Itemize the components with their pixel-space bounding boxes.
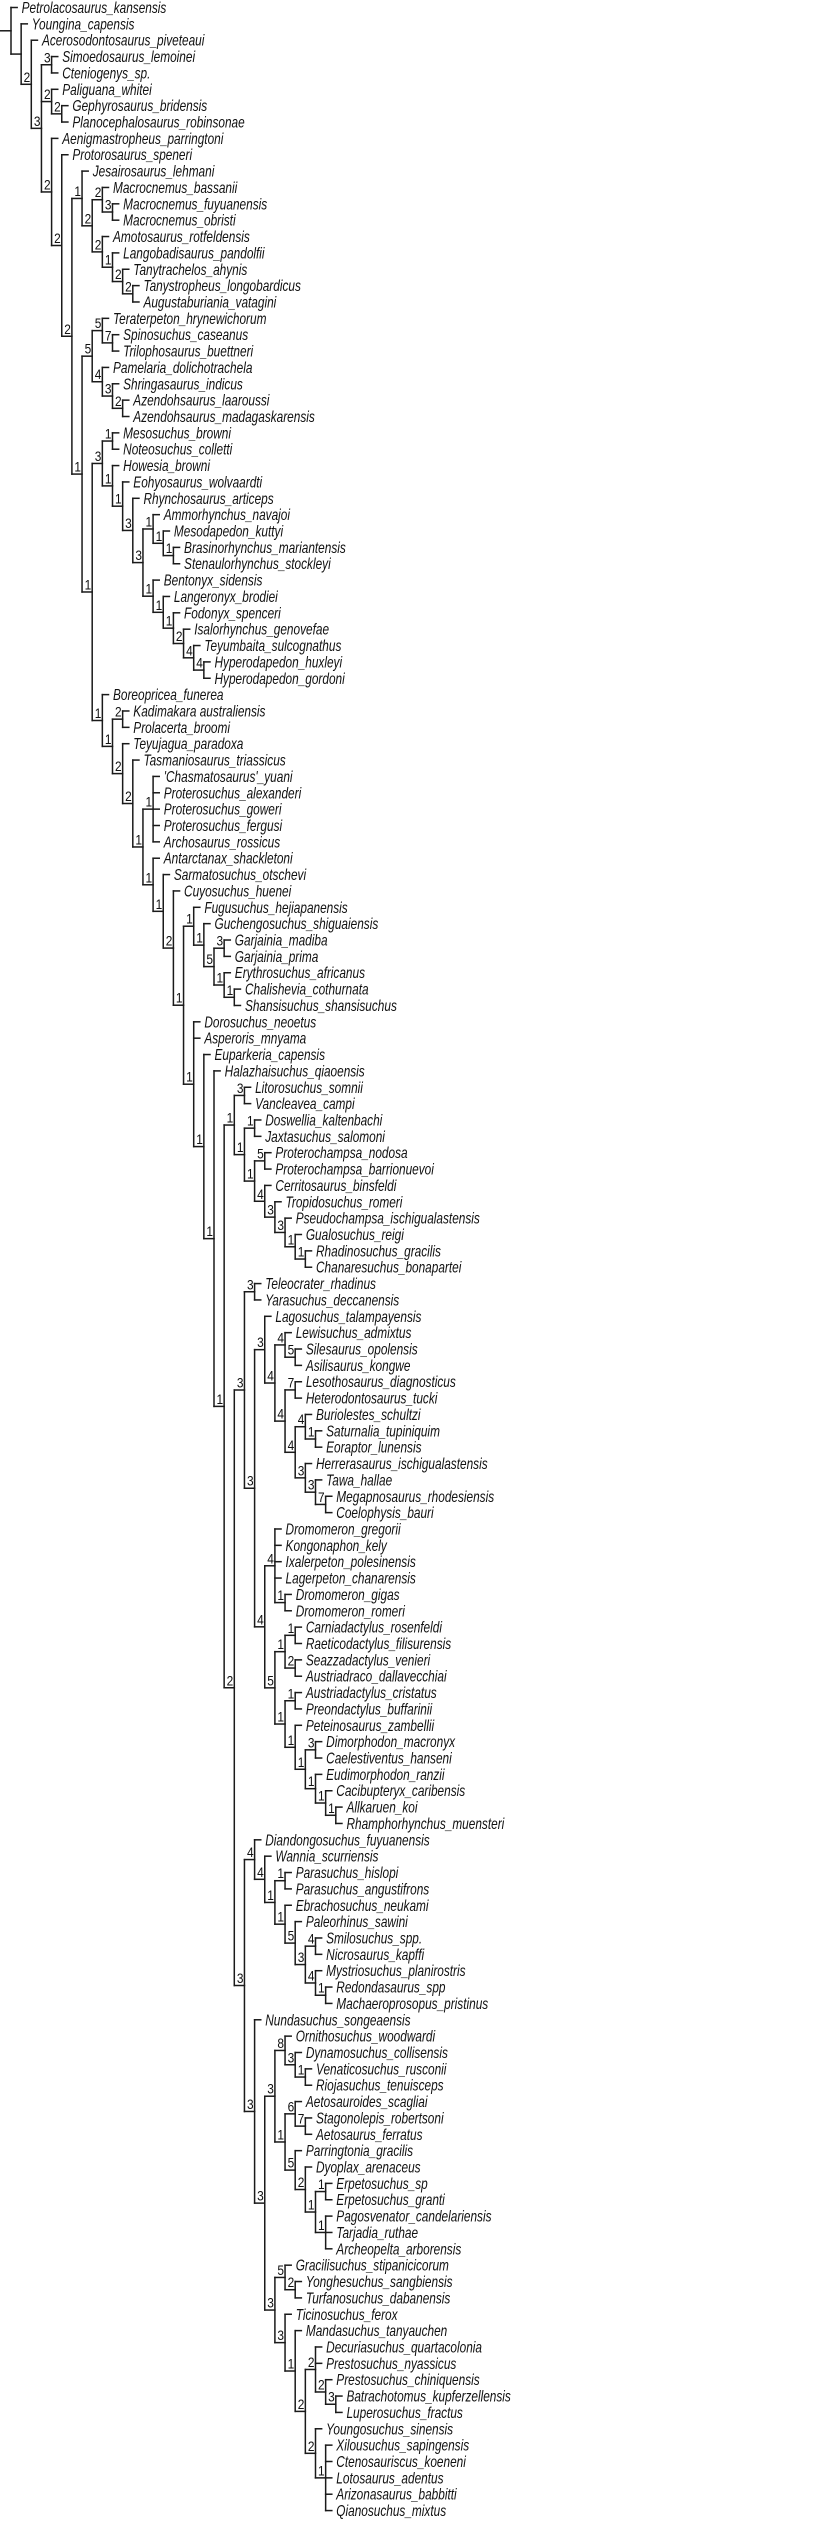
taxon-label: Coelophysis_bauri — [336, 1503, 434, 1522]
taxon-label: Fugusuchus_hejiapanensis — [204, 898, 348, 917]
support-value: 3 — [267, 1201, 274, 1218]
support-value: 1 — [155, 527, 163, 545]
support-value: 1 — [277, 1865, 285, 1882]
taxon-label: Cerritosaurus_binsfeldi — [275, 1176, 397, 1195]
support-value: 2 — [287, 2274, 295, 2291]
support-value: 4 — [196, 654, 203, 671]
taxon-label: Boreopricea_funerea — [113, 685, 224, 704]
support-value: 4 — [267, 1550, 274, 1567]
support-value: 1 — [307, 1773, 315, 1790]
taxon-label: Asilisaurus_kongwe — [305, 1356, 411, 1375]
support-value: 1 — [104, 470, 112, 487]
taxon-label: Redondasaurus_spp — [336, 1977, 446, 1996]
taxon-label: Ticinosuchus_ferox — [295, 2304, 398, 2324]
taxon-label: Cteniogenys_sp. — [62, 63, 151, 82]
support-value: 3 — [125, 515, 132, 532]
taxon-label: Asperoris_mnyama — [204, 1028, 307, 1048]
taxon-label: Macrocnemus_obristi — [123, 210, 236, 230]
taxon-label: Arizonasaurus_babbitti — [336, 2484, 457, 2504]
support-value: 3 — [94, 448, 102, 465]
support-value: 3 — [236, 1080, 244, 1097]
taxon-label: Erythrosuchus_africanus — [234, 963, 365, 982]
taxon-label: Lotosaurus_adentus — [336, 2468, 444, 2487]
support-value: 3 — [236, 1970, 244, 1987]
taxon-label: Chanaresuchus_bonapartei — [316, 1257, 462, 1277]
taxon-label: Tanystropheus_longobardicus — [143, 276, 301, 295]
support-value: 1 — [145, 869, 153, 886]
support-value: 5 — [206, 951, 213, 968]
taxon-label: Augustaburiania_vatagini — [143, 292, 277, 311]
support-value: 2 — [54, 98, 61, 115]
support-value: 1 — [226, 1109, 234, 1126]
taxon-label: Ixalerpeton_polesinensis — [285, 1552, 416, 1571]
support-value: 4 — [186, 642, 193, 659]
taxon-label: Paleorhinus_sawini — [305, 1912, 408, 1931]
taxon-label: Pseudochampsa_ischigualastensis — [295, 1208, 480, 1228]
support-value: 1 — [277, 1587, 285, 1604]
taxon-label: Luperosuchus_fractus — [346, 2403, 463, 2422]
taxon-label: Gephyrosaurus_bridensis — [72, 96, 208, 115]
taxon-label: Mesodapedon_kuttyi — [173, 521, 284, 540]
support-value: 2 — [43, 176, 51, 193]
support-value: 3 — [135, 547, 142, 564]
taxon-label: Raeticodactylus_filisurensis — [305, 1634, 452, 1653]
taxon-label: Herrerasaurus_ischigualastensis — [316, 1454, 488, 1473]
support-value: 3 — [104, 380, 112, 397]
support-value: 3 — [246, 1472, 254, 1489]
support-value: 1 — [287, 1619, 295, 1637]
support-value: 2 — [307, 2437, 315, 2455]
support-value: 1 — [277, 1908, 285, 1925]
taxon-label: Tawa_hallae — [326, 1470, 393, 1489]
taxon-label: Diandongosuchus_fuyuanensis — [265, 1830, 430, 1849]
taxon-label: Pamelaria_dolichotrachela — [113, 358, 253, 377]
taxon-label: Batrachotomus_kupferzellensis — [346, 2386, 511, 2405]
taxon-label: Wannia_scurriensis — [275, 1846, 379, 1866]
taxon-label: Lagerpeton_chanarensis — [285, 1568, 416, 1587]
support-value: 2 — [175, 628, 183, 645]
support-value: 8 — [277, 2035, 285, 2052]
support-value: 1 — [216, 969, 224, 986]
support-value: 1 — [186, 910, 193, 927]
taxon-label: Jesairosaurus_lehmani — [92, 161, 215, 181]
taxon-label: Parasuchus_angustifrons — [295, 1879, 430, 1898]
support-value: 5 — [287, 1927, 295, 1944]
support-value: 4 — [257, 1185, 264, 1203]
taxon-label: Seazzadactylus_venieri — [305, 1650, 431, 1669]
support-value: 2 — [165, 932, 173, 949]
support-value: 3 — [307, 1476, 315, 1493]
taxon-label: Brasinorhynchus_mariantensis — [184, 538, 346, 557]
taxon-label: Lagosuchus_talampayensis — [275, 1307, 422, 1326]
taxon-label: Langobadisaurus_pandolfii — [123, 243, 265, 262]
support-value: 2 — [115, 758, 122, 775]
taxon-label: Antarctanax_shackletoni — [163, 848, 293, 868]
support-value: 1 — [246, 1112, 254, 1129]
taxon-label: Garjainia_madiba — [234, 930, 328, 949]
support-value: 7 — [318, 1489, 325, 1506]
taxon-label: Tarjadia_ruthae — [336, 2223, 419, 2242]
support-value: 2 — [115, 392, 122, 410]
taxon-label: Teyujagua_paradoxa — [133, 734, 244, 753]
support-value: 2 — [297, 2174, 305, 2191]
support-value: 3 — [216, 932, 224, 949]
support-value: 4 — [94, 366, 102, 383]
taxon-label: Erpetosuchus_sp — [336, 2174, 428, 2193]
support-value: 3 — [328, 2388, 335, 2405]
taxon-label: Halazhaisuchus_qiaoensis — [224, 1061, 365, 1080]
support-value: 4 — [307, 1967, 315, 1984]
support-value: 7 — [287, 1374, 295, 1391]
support-value: 1 — [297, 2061, 305, 2078]
support-value: 2 — [125, 278, 132, 295]
support-value: 5 — [84, 340, 92, 357]
support-value: 3 — [257, 1334, 264, 1351]
support-value: 4 — [277, 1329, 285, 1346]
taxon-label: Macrocnemus_fuyuanensis — [123, 194, 268, 213]
taxon-label: Kongonaphon_kely — [285, 1536, 387, 1555]
support-value: 1 — [246, 1165, 254, 1182]
taxon-label: Paliguana_whitei — [62, 80, 152, 99]
support-value: 1 — [74, 183, 82, 200]
taxon-label: Nundasuchus_songeaensis — [265, 2010, 411, 2029]
support-value: 1 — [135, 831, 142, 848]
taxon-label: Venaticosuchus_rusconii — [316, 2059, 447, 2078]
taxon-label: Teraterpeton_hrynewichorum — [113, 309, 267, 328]
taxon-label: Hyperodapedon_gordoni — [214, 668, 345, 688]
taxon-label: Yonghesuchus_sangbiensis — [305, 2272, 453, 2291]
taxon-label: Howesia_browni — [123, 456, 210, 475]
support-value: 1 — [155, 596, 163, 614]
support-value: 4 — [257, 1611, 264, 1628]
taxon-label: Gualosuchus_reigi — [305, 1225, 404, 1244]
taxon-label: Guchengosuchus_shiguaiensis — [214, 914, 379, 933]
taxon-label: Buriolestes_schultzi — [316, 1405, 421, 1424]
taxon-label: Azendohsaurus_madagaskarensis — [133, 407, 315, 426]
taxon-label: Proterochampsa_barrionuevoi — [275, 1159, 434, 1178]
taxon-label: Stenaulorhynchus_stockleyi — [184, 554, 331, 573]
taxon-label: Dromomeron_gigas — [295, 1585, 400, 1604]
support-value: 3 — [33, 112, 41, 130]
support-value: 2 — [318, 2376, 325, 2393]
support-value: 1 — [155, 895, 163, 913]
taxon-label: Decuriasuchus_quartacolonia — [326, 2337, 483, 2356]
taxon-label: Nicrosaurus_kapffi — [326, 1945, 425, 1964]
support-value: 1 — [297, 1243, 305, 1260]
taxon-label: Dyoplax_arenaceus — [316, 2157, 421, 2176]
support-value: 2 — [54, 230, 61, 247]
taxon-label: Proterosuchus_fergusi — [163, 816, 283, 835]
taxon-label: Machaeroprosopus_pristinus — [336, 1994, 489, 2013]
taxon-label: Austriadraco_dallavecchiai — [305, 1666, 447, 1686]
taxon-label: Aetosauroides_scagliai — [305, 2092, 428, 2111]
taxon-label: Cacibupteryx_caribensis — [336, 1781, 466, 1800]
taxon-label: Dynamosuchus_collisensis — [305, 2043, 448, 2062]
support-value: 4 — [297, 1411, 305, 1428]
taxon-label: Carniadactylus_rosenfeldi — [305, 1617, 442, 1637]
taxon-label: Vancleavea_campi — [255, 1094, 355, 1113]
taxon-label: Hyperodapedon_huxleyi — [214, 652, 343, 671]
support-value: 1 — [145, 580, 153, 597]
support-value: 3 — [236, 1374, 244, 1391]
support-value: 1 — [287, 2355, 295, 2372]
taxon-label: Austriadactylus_cristatus — [305, 1683, 437, 1702]
taxon-label: Prestosuchus_chiniquensis — [336, 2370, 480, 2389]
taxon-label: Proterochampsa_nodosa — [275, 1143, 408, 1162]
support-value: 3 — [307, 1734, 315, 1751]
support-value: 4 — [267, 1367, 274, 1384]
taxon-label: Ammorhynchus_navajoi — [163, 505, 291, 524]
support-value: 7 — [297, 2110, 305, 2127]
taxon-label: Shansisuchus_shansisuchus — [244, 996, 397, 1015]
support-value: 2 — [125, 788, 132, 805]
support-value: 1 — [104, 425, 112, 442]
taxon-label: Gracilisuchus_stipanicicorum — [295, 2255, 449, 2275]
taxon-label: Amotosaurus_rotfeldensis — [113, 227, 250, 246]
support-value: 4 — [257, 1863, 264, 1881]
support-value: 1 — [115, 490, 122, 507]
taxon-label: Lewisuchus_admixtus — [295, 1323, 412, 1342]
support-value: 2 — [84, 210, 92, 227]
support-value: 3 — [267, 2294, 274, 2311]
support-value: 4 — [287, 1436, 295, 1454]
taxon-label: Youngina_capensis — [31, 14, 135, 33]
taxon-label: Trilophosaurus_buettneri — [123, 341, 254, 360]
taxon-label: Smilosuchus_spp. — [326, 1928, 423, 1947]
support-value: 2 — [226, 1672, 234, 1689]
taxon-label: Lesothosaurus_diagnosticus — [305, 1372, 456, 1391]
taxon-label: Saturnalia_tupiniquim — [326, 1421, 440, 1440]
support-value: 2 — [43, 86, 51, 103]
support-value: 1 — [145, 793, 153, 810]
taxon-label: Tropidosuchus_romeri — [285, 1192, 403, 1211]
taxon-label: Simoedosaurus_lemoinei — [62, 47, 196, 66]
taxon-label: Mesosuchus_browni — [123, 423, 231, 442]
support-value: 1 — [206, 1223, 213, 1240]
taxon-label: Sarmatosuchus_otschevi — [173, 865, 307, 884]
support-value: 5 — [267, 1672, 274, 1689]
support-value: 4 — [277, 1405, 285, 1422]
support-value: 1 — [165, 540, 173, 557]
support-value: 7 — [104, 327, 112, 344]
support-value: 4 — [246, 1844, 254, 1861]
support-value: 4 — [307, 1930, 315, 1947]
taxon-label: Proterosuchus_alexanderi — [163, 783, 302, 802]
support-value: 1 — [236, 1139, 244, 1156]
taxon-label: Planocephalosaurus_robinsonae — [72, 112, 245, 131]
support-value: 3 — [277, 1217, 285, 1234]
taxon-label: Azendohsaurus_laaroussi — [133, 390, 270, 410]
support-value: 2 — [64, 320, 71, 337]
taxon-label: Parasuchus_hislopi — [295, 1863, 399, 1882]
taxon-label: Dorosuchus_neoetus — [204, 1012, 317, 1031]
taxon-label: Mystriosuchus_planirostris — [326, 1961, 466, 1980]
taxon-label: Isalorhynchus_genovefae — [194, 619, 330, 639]
taxon-label: Noteosuchus_colletti — [123, 439, 233, 459]
taxon-label: Dromomeron_gregorii — [285, 1519, 401, 1538]
support-value: 1 — [287, 1231, 295, 1248]
taxon-label: Tasmaniosaurus_triassicus — [143, 750, 286, 769]
support-value: 1 — [297, 1753, 305, 1771]
support-value: 6 — [287, 2098, 295, 2115]
taxon-label: Doswellia_kaltenbachi — [265, 1110, 383, 1129]
taxon-label: Eudimorphodon_ranzii — [326, 1765, 445, 1784]
support-value: 1 — [145, 513, 153, 530]
support-value: 5 — [94, 315, 102, 332]
support-value: 2 — [297, 2395, 305, 2413]
taxon-label: Peteinosaurus_zambellii — [305, 1716, 435, 1735]
taxon-label: Rhynchosaurus_articeps — [143, 489, 274, 508]
support-value: 1 — [196, 929, 203, 946]
taxon-label: Shringasaurus_indicus — [123, 374, 243, 393]
taxon-label: Preondactylus_buffarinii — [305, 1699, 433, 1718]
taxon-label: Petrolacosaurus_kansensis — [21, 0, 167, 17]
support-value: 2 — [94, 184, 102, 201]
taxon-label: Tanytrachelos_ahynis — [133, 259, 248, 279]
taxon-label: Eohyosaurus_wolvaardti — [133, 472, 263, 491]
support-value: 1 — [318, 2217, 325, 2234]
taxon-label: Aetosaurus_ferratus — [316, 2125, 423, 2144]
taxon-label: Spinosuchus_caseanus — [123, 325, 249, 344]
taxon-label: Kadimakara australiensis — [133, 701, 266, 720]
support-value: 1 — [277, 1636, 285, 1653]
taxon-label: Youngosuchus_sinensis — [326, 2419, 454, 2438]
support-value: 1 — [104, 251, 112, 268]
taxon-label: Stagonolepis_robertsoni — [316, 2108, 444, 2127]
support-value: 1 — [318, 1787, 325, 1804]
taxon-label: Jaxtasuchus_salomoni — [265, 1127, 385, 1146]
support-value: 1 — [104, 730, 112, 748]
support-value: 2 — [287, 1652, 295, 1669]
support-value: 5 — [287, 1341, 295, 1358]
taxon-label: Aenigmastropheus_parringtoni — [62, 129, 224, 148]
support-value: 1 — [216, 1390, 224, 1408]
taxon-label: Garjainia_prima — [234, 947, 319, 966]
support-value: 2 — [115, 703, 122, 720]
taxon-label: Silesaurus_opolensis — [305, 1339, 418, 1358]
taxon-label: Ornithosuchus_woodwardi — [295, 2026, 436, 2046]
taxon-label: Bentonyx_sidensis — [163, 570, 263, 590]
support-value: 1 — [277, 2126, 285, 2143]
taxon-label: Rhadinosuchus_gracilis — [316, 1241, 441, 1260]
support-value: 1 — [307, 1423, 315, 1440]
taxon-label: Turfanosuchus_dabanensis — [305, 2288, 451, 2307]
support-value: 1 — [196, 1131, 203, 1148]
taxon-label: Dromomeron_romeri — [295, 1601, 405, 1620]
support-value: 1 — [318, 2176, 325, 2193]
taxon-label: Prestosuchus_nyassicus — [326, 2354, 457, 2373]
support-value: 3 — [267, 2080, 274, 2097]
taxon-label: Litorosuchus_somnii — [255, 1077, 363, 1097]
support-value: 3 — [297, 1949, 305, 1966]
taxon-label: Fodonyx_spenceri — [184, 603, 281, 622]
support-value: 1 — [74, 458, 82, 475]
taxon-label: 'Chasmatosaurus'_yuani — [163, 767, 293, 786]
support-value: 5 — [257, 1145, 264, 1162]
taxon-label: Qianosuchus_mixtus — [336, 2501, 447, 2520]
support-value: 1 — [277, 1708, 285, 1725]
taxon-label: Ebrachosuchus_neukami — [295, 1895, 429, 1915]
taxon-label: Megapnosaurus_rhodesiensis — [336, 1486, 495, 1506]
taxon-label: Teyumbaita_sulcognathus — [204, 636, 342, 655]
taxon-label: Eoraptor_lunensis — [326, 1437, 422, 1457]
support-value: 5 — [277, 2262, 285, 2279]
taxon-label: Protorosaurus_speneri — [72, 145, 193, 164]
support-value: 1 — [94, 705, 102, 722]
taxon-label: Riojasuchus_tenuisceps — [316, 2075, 444, 2095]
taxon-label: Caelestiventus_hanseni — [326, 1748, 452, 1767]
support-value: 1 — [287, 1731, 295, 1749]
support-value: 3 — [43, 49, 51, 66]
support-value: 5 — [287, 2154, 295, 2171]
support-value: 1 — [226, 981, 234, 999]
support-value: 1 — [175, 989, 183, 1006]
support-value: 3 — [246, 2096, 254, 2113]
taxon-label: Rhamphorhynchus_muensteri — [346, 1814, 505, 1833]
support-value: 1 — [267, 1887, 274, 1904]
support-value: 3 — [287, 2049, 295, 2066]
taxon-label: Erpetosuchus_granti — [336, 2190, 445, 2209]
support-value: 3 — [246, 1276, 254, 1293]
support-value: 3 — [257, 2187, 264, 2204]
taxon-label: Prolacerta_broomi — [133, 718, 230, 737]
taxon-label: Pagosvenator_candelariensis — [336, 2206, 492, 2226]
taxon-label: Archeopelta_arborensis — [336, 2239, 462, 2258]
support-value: 1 — [318, 1979, 325, 1996]
support-value: 3 — [297, 1462, 305, 1479]
support-value: 1 — [84, 576, 92, 593]
taxon-label: Ctenosauriscus_koeneni — [336, 2452, 466, 2471]
support-value: 1 — [287, 1685, 295, 1702]
taxon-label: Xilousuchus_sapingensis — [336, 2435, 470, 2455]
support-value: 3 — [277, 2327, 285, 2344]
taxon-label: Chalishevia_cothurnata — [244, 979, 369, 999]
support-value: 1 — [307, 2196, 315, 2213]
support-value: 2 — [115, 266, 122, 283]
taxon-label: Euparkeria_capensis — [214, 1045, 325, 1064]
support-value: 3 — [104, 196, 112, 213]
support-value: 2 — [23, 68, 31, 86]
taxon-label: Mandasuchus_tanyauchen — [305, 2321, 448, 2340]
taxon-label: Langeronyx_brodiei — [173, 587, 278, 606]
support-value: 1 — [328, 1799, 335, 1817]
taxon-label: Cuyosuchus_huenei — [184, 881, 292, 900]
taxon-label: Allkaruen_koi — [346, 1797, 418, 1817]
taxon-label: Heterodontosaurus_tucki — [305, 1388, 438, 1408]
support-value: 1 — [165, 612, 173, 629]
taxon-label: Macrocnemus_bassanii — [113, 178, 238, 197]
support-value: 1 — [186, 1068, 193, 1085]
taxon-label: Acerosodontosaurus_piveteaui — [41, 30, 205, 50]
taxon-label: Teleocrater_rhadinus — [265, 1274, 376, 1293]
taxon-label: Parringtonia_gracilis — [305, 2141, 414, 2160]
support-value: 2 — [307, 2354, 315, 2371]
support-value: 2 — [94, 236, 102, 253]
taxon-label: Archosaurus_rossicus — [163, 832, 281, 851]
taxon-label: Proterosuchus_goweri — [163, 799, 282, 819]
taxon-label: Dimorphodon_macronyx — [326, 1732, 456, 1751]
taxon-label: Yarasuchus_deccanensis — [265, 1290, 400, 1309]
support-value: 1 — [318, 2462, 325, 2479]
